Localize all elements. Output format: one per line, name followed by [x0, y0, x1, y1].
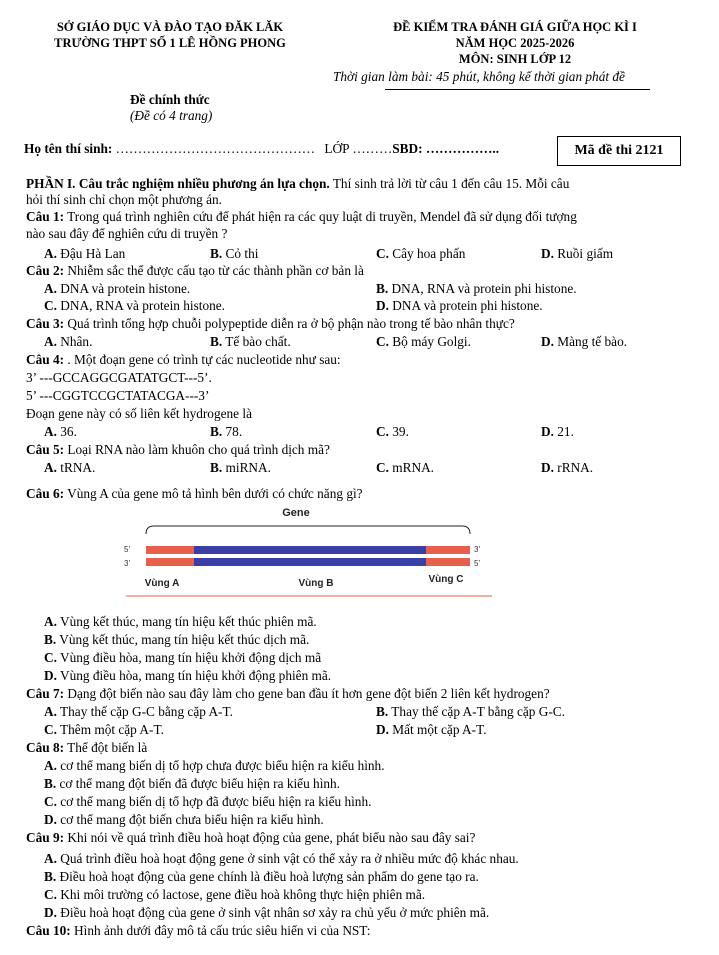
- region-a-bottom-strand: [146, 558, 194, 566]
- part1-title: PHẦN I. Câu trắc nghiệm nhiều phương án lựa chọn.: [26, 176, 330, 191]
- question-8: Câu 8: Thể đột biến là: [26, 740, 148, 755]
- region-c-bottom-strand: [426, 558, 470, 566]
- q2-option-a[interactable]: A. DNA và protein histone.: [44, 281, 191, 296]
- class-field[interactable]: ………: [352, 141, 393, 156]
- q4-option-a[interactable]: A. 36.: [44, 424, 77, 439]
- department-name: SỞ GIÁO DỤC VÀ ĐÀO TẠO ĐĂK LĂK: [56, 20, 284, 34]
- region-c-top-strand: [426, 546, 470, 554]
- sbd-label[interactable]: SBD: ……………..: [392, 141, 500, 156]
- part1-instructions: [26, 175, 686, 192]
- region-a-label: Vùng A: [144, 578, 180, 589]
- q5-option-c[interactable]: C. mRNA.: [376, 460, 435, 475]
- q7-option-c[interactable]: C. Thêm một cặp A-T.: [44, 722, 164, 737]
- q2-option-d[interactable]: D. DNA và protein phi histone.: [376, 298, 543, 313]
- q6-option-d[interactable]: D. Vùng điều hòa, mang tín hiệu khởi động phiên mã.: [44, 668, 332, 683]
- class-label: LỚP: [324, 141, 350, 156]
- page-count: (Đề có 4 trang): [130, 108, 213, 123]
- q8-option-a[interactable]: A. cơ thể mang biến dị tổ hợp chưa được biểu hiện ra kiểu hình.: [44, 758, 385, 773]
- q8-option-d[interactable]: D. cơ thể mang đột biến chưa biểu hiện ra kiểu hình.: [44, 812, 324, 827]
- q5-option-d[interactable]: D. rRNA.: [541, 460, 594, 475]
- question-4: Câu 4: . Một đoạn gene có trình tự các nucleotide như sau:: [26, 352, 341, 367]
- question-1-cont: nào sau đây để nghiên cứu di truyền ?: [26, 226, 228, 241]
- region-c-label: Vùng C: [428, 574, 464, 585]
- q3-option-b[interactable]: B. Tế bào chất.: [210, 334, 291, 349]
- question-3: Câu 3: Quá trình tổng hợp chuỗi polypeptide diễn ra ở bộ phận nào trong tế bào nhân thực?: [26, 316, 515, 331]
- question-9: Câu 9: Khi nói về quá trình điều hoà hoạt động của gene, phát biểu nào sau đây sai?: [26, 830, 476, 845]
- school-name: TRƯỜNG THPT SỐ 1 LÊ HỒNG PHONG: [54, 36, 286, 50]
- five-prime-right: 5’: [474, 559, 481, 568]
- question-5: Câu 5: Loại RNA nào làm khuôn cho quá trình dịch mã?: [26, 442, 330, 457]
- q4-option-b[interactable]: B. 78.: [210, 424, 243, 439]
- part1-instr-line2: hỏi thí sinh chỉ chọn một phương án.: [26, 192, 222, 207]
- question-1: Câu 1: Trong quá trình nghiên cứu để phát hiện ra các quy luật di truyền, Mendel đã sử dụng đối tượng: [26, 209, 577, 224]
- q5-option-b[interactable]: B. miRNA.: [210, 460, 271, 475]
- gene-diagram: [110, 502, 500, 602]
- gene-label: Gene: [282, 507, 310, 519]
- region-a-top-strand: [146, 546, 194, 554]
- student-name-label: Họ tên thí sinh:: [24, 141, 113, 156]
- q2-option-c[interactable]: C. DNA, RNA và protein histone.: [44, 298, 225, 313]
- q1-option-b[interactable]: B. Cỏ thi: [210, 246, 259, 261]
- q5-option-a[interactable]: A. tRNA.: [44, 460, 96, 475]
- question-7: Câu 7: Dạng đột biến nào sau đây làm cho gene ban đầu ít hơn gene đột biến 2 liên kết hydrogen?: [26, 686, 550, 701]
- q3-option-a[interactable]: A. Nhân.: [44, 334, 93, 349]
- q6-option-b[interactable]: B. Vùng kết thúc, mang tín hiệu kết thúc dịch mã.: [44, 632, 310, 647]
- q1-option-c[interactable]: C. Cây hoa phấn: [376, 246, 466, 261]
- subject: MÔN: SINH LỚP 12: [458, 52, 572, 66]
- q4-prompt: Đoạn gene này có số liên kết hydrogene là: [26, 406, 252, 421]
- q4-sequence-2: 5’ ---CGGTCCGCTATACGA---3’: [26, 388, 210, 403]
- exam-time: Thời gian làm bài: 45 phút, không kể thời gian phát đề: [333, 69, 625, 84]
- q2-option-b[interactable]: B. DNA, RNA và protein phi histone.: [376, 281, 577, 296]
- gene-figure: [110, 502, 500, 602]
- q7-option-d[interactable]: D. Mất một cặp A-T.: [376, 722, 487, 737]
- three-prime-right: 3’: [474, 545, 481, 554]
- q6-option-c[interactable]: C. Vùng điều hòa, mang tín hiệu khởi động dịch mã: [44, 650, 322, 665]
- q3-option-d[interactable]: D. Màng tế bào.: [541, 334, 628, 349]
- q4-sequence-1: 3’ ---GCCAGGCGATATGCT---5’.: [26, 370, 212, 385]
- region-b-top-strand: [194, 546, 426, 554]
- student-name-field[interactable]: ………………………………………: [115, 141, 316, 156]
- gene-brace: [146, 526, 470, 534]
- q3-option-c[interactable]: C. Bộ máy Golgi.: [376, 334, 471, 349]
- q8-option-c[interactable]: C. cơ thể mang biến dị tổ hợp đã được biểu hiện ra kiểu hình.: [44, 794, 372, 809]
- school-year: NĂM HỌC 2025-2026: [455, 36, 575, 50]
- q4-option-c[interactable]: C. 39.: [376, 424, 409, 439]
- q9-option-d[interactable]: D. Điều hoà hoạt động của gene ở sinh vật nhân sơ xảy ra chủ yếu ở mức phiên mã.: [44, 905, 490, 920]
- q9-option-b[interactable]: B. Điều hoà hoạt động của gene chính là điều hoà lượng sản phẩm do gene tạo ra.: [44, 869, 479, 884]
- q1-option-d[interactable]: D. Ruồi giấm: [541, 246, 614, 261]
- official-label: Đề chính thức: [130, 92, 210, 107]
- question-6: Câu 6: Vùng A của gene mô tả hình bên dưới có chức năng gì?: [26, 486, 363, 501]
- q9-option-c[interactable]: C. Khi môi trường có lactose, gene điều hoà không thực hiện phiên mã.: [44, 887, 426, 902]
- q7-option-b[interactable]: B. Thay thế cặp A-T bằng cặp G-C.: [376, 704, 565, 719]
- region-b-label: Vùng B: [298, 578, 334, 589]
- q8-option-b[interactable]: B. cơ thể mang đột biến đã được biểu hiện ra kiểu hình.: [44, 776, 341, 791]
- student-info-row: [24, 141, 499, 157]
- q4-option-d[interactable]: D. 21.: [541, 424, 574, 439]
- region-b-bottom-strand: [194, 558, 426, 566]
- exam-code-box: Mã đề thi 2121: [557, 136, 681, 166]
- exam-title: ĐỀ KIỂM TRA ĐÁNH GIÁ GIỮA HỌC KÌ I: [393, 20, 637, 34]
- time-underline: [385, 89, 650, 90]
- q7-option-a[interactable]: A. Thay thế cặp G-C bằng cặp A-T.: [44, 704, 233, 719]
- q6-option-a[interactable]: A. Vùng kết thúc, mang tín hiệu kết thúc phiên mã.: [44, 614, 317, 629]
- three-prime-left: 3’: [124, 559, 131, 568]
- question-10: Câu 10: Hình ảnh dưới đây mô tả cấu trúc siêu hiển vi của NST:: [26, 923, 371, 938]
- five-prime-left: 5’: [124, 545, 131, 554]
- part1-instr-line1: Thí sinh trả lời từ câu 1 đến câu 15. Mỗi câu: [332, 176, 570, 191]
- q1-option-a[interactable]: A. Đậu Hà Lan: [44, 246, 126, 261]
- question-2: Câu 2: Nhiễm sắc thể được cấu tạo từ các thành phần cơ bản là: [26, 263, 364, 278]
- q9-option-a[interactable]: A. Quá trình điều hoà hoạt động gene ở sinh vật có thể xảy ra ở nhiều mức độ khác nhau.: [44, 851, 519, 866]
